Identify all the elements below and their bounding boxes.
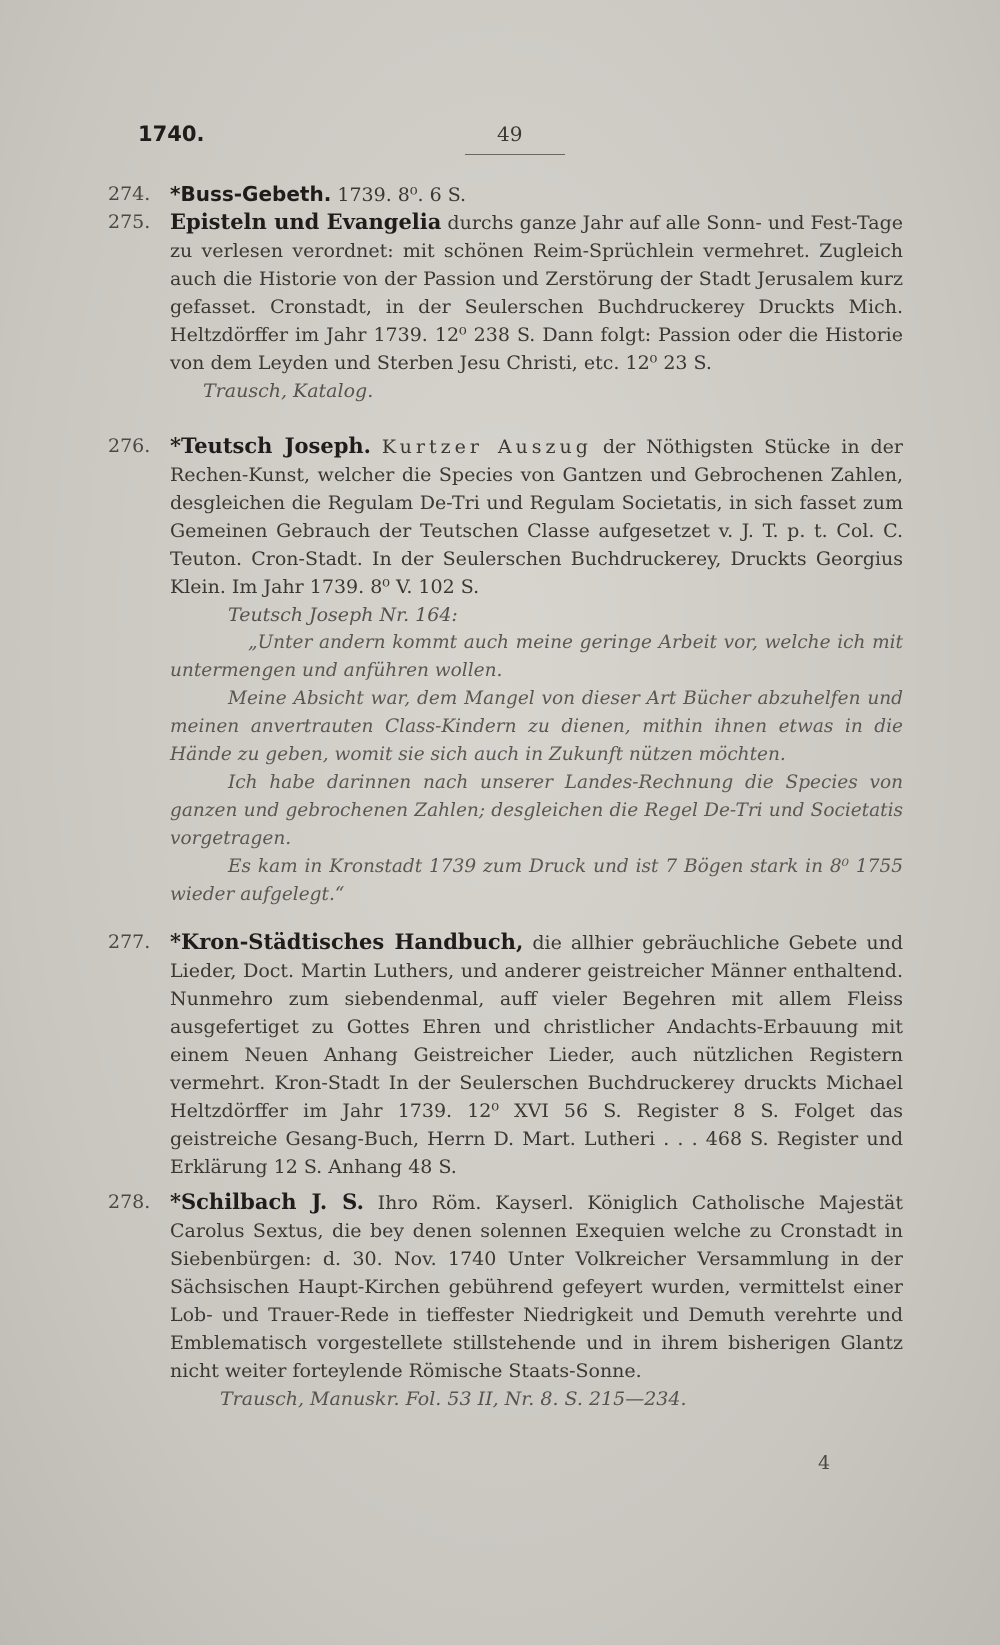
quote-paragraph: Es kam in Kronstadt 1739 zum Druck und ist 7 Bögen stark in 8⁰ 1755 wieder aufgelegt.“ — [170, 856, 903, 905]
entry-text: die allhier gebräuchliche Gebete und Lieder, Doct. Martin Luthers, und anderer geistreicher Männer enthaltend. Nunmehro zum siebendenmal, auff vieler Begehren mit allem Fleiss ausgefertiget zu Gottes Ehren und christlicher Andachts-Erbauung mit einem Neuen Anhang Geistreicher Lieder, auch nützlichen Registern vermehrt. Kron-Stadt In der Seulerschen Buchdruckerey druckts Michael Heltzdörffer im Jahr 1739. 12⁰ XVI 56 S. Register 8 S. Folget das geistreiche Gesang-Buch, Herrn D. Mart. Lutheri . . . 468 S. Register und Erklärung 12 S. Anhang 48 S. — [170, 932, 903, 1178]
entry-number: 276. — [108, 435, 151, 457]
page-number: 49 — [497, 122, 523, 146]
entry-quote — [170, 629, 903, 909]
quote-paragraph: Meine Absicht war, dem Mangel von dieser Art Bücher abzuhelfen und meinen anvertrauten Class-Kindern zu dienen, mithin ihnen etwas in die Hände zu geben, womit sie sich auch in Zukunft nützen möchten. — [170, 688, 903, 765]
entry-source: Teutsch Joseph Nr. 164: — [228, 604, 458, 626]
entry-title: Episteln und Evangelia — [170, 209, 442, 234]
entry-278 — [108, 1188, 903, 1413]
entry-number: 274. — [108, 183, 151, 205]
entry-title: *Buss-Gebeth. — [170, 182, 332, 206]
entry-275 — [108, 208, 903, 405]
entry-text: 1739. 8⁰. 6 S. — [331, 184, 467, 206]
signature-mark: 4 — [818, 1452, 831, 1474]
entry-title: *Schilbach J. S. — [170, 1189, 364, 1214]
running-header-year: 1740. — [138, 122, 205, 146]
entry-source: Trausch, Katalog. — [203, 380, 374, 402]
entry-title: *Teutsch Joseph. — [170, 433, 371, 458]
entry-text: durchs ganze Jahr auf alle Sonn- und Fest-Tage zu verlesen verordnet: mit schönen Reim-Sprüchlein vermehret. Zugleich auch die Historie von der Passion und Zerstörung der Stadt Jerusalem kurz gefasset. Cronstadt, in der Seulerschen Buchdruckerey Druckts Mich. Heltzdörffer im Jahr 1739. 12⁰ 238 S. Dann folgt: Passion oder die Historie von dem Leyden und Sterben Jesu Christi, etc. 12⁰ 23 S. — [170, 212, 903, 374]
entry-number: 278. — [108, 1191, 151, 1213]
entry-number: 277. — [108, 931, 151, 953]
entry-274 — [108, 180, 903, 209]
entry-spaced-title: Kurtzer Auszug — [381, 436, 592, 458]
quote-paragraph: „Unter andern kommt auch meine geringe Arbeit vor, welche ich mit untermengen und anführen wollen. — [170, 632, 903, 681]
entry-title: *Kron-Städtisches Handbuch, — [170, 929, 524, 954]
entry-text: Ihro Röm. Kayserl. Königlich Catholische Majestät Carolus Sextus, die bey denen solennen Exequien welche zu Cronstadt in Siebenbürgen: d. 30. Nov. 1740 Unter Volkreicher Versammlung in der Sächsischen Haupt-Kirchen gebührend gefeyert wurden, vermittelst einer Lob- und Trauer-Rede in tieffester Niedrigkeit und Demuth verehrte und Emblematisch vorgestellete stillstehende und in ihrem bisherigen Glantz nicht weiter forteylende Römische Staats-Sonne. — [170, 1192, 903, 1382]
quote-paragraph: Ich habe darinnen nach unserer Landes-Rechnung die Species von ganzen und gebrochenen Zahlen; desgleichen die Regel De-Tri und Societatis vorgetragen. — [170, 772, 903, 849]
entry-number: 275. — [108, 211, 151, 233]
entry-text: der Nöthigsten Stücke in der Rechen-Kunst, welcher die Species von Gantzen und Gebrochenen Zahlen, desgleichen die Regulam De-Tri und Regulam Societatis, in sich fasset zum Gemeinen Gebrauch der Teutschen Classe aufgesetzet v. J. T. p. t. Col. C. Teuton. Cron-Stadt. In der Seulerschen Buchdruckerey, Druckts Georgius Klein. Im Jahr 1739. 8⁰ V. 102 S. — [170, 436, 903, 598]
header-rule — [465, 154, 565, 155]
entry-277 — [108, 928, 903, 1181]
entry-source: Trausch, Manuskr. Fol. 53 II, Nr. 8. S. 215—234. — [220, 1388, 687, 1410]
entry-276 — [108, 432, 903, 909]
